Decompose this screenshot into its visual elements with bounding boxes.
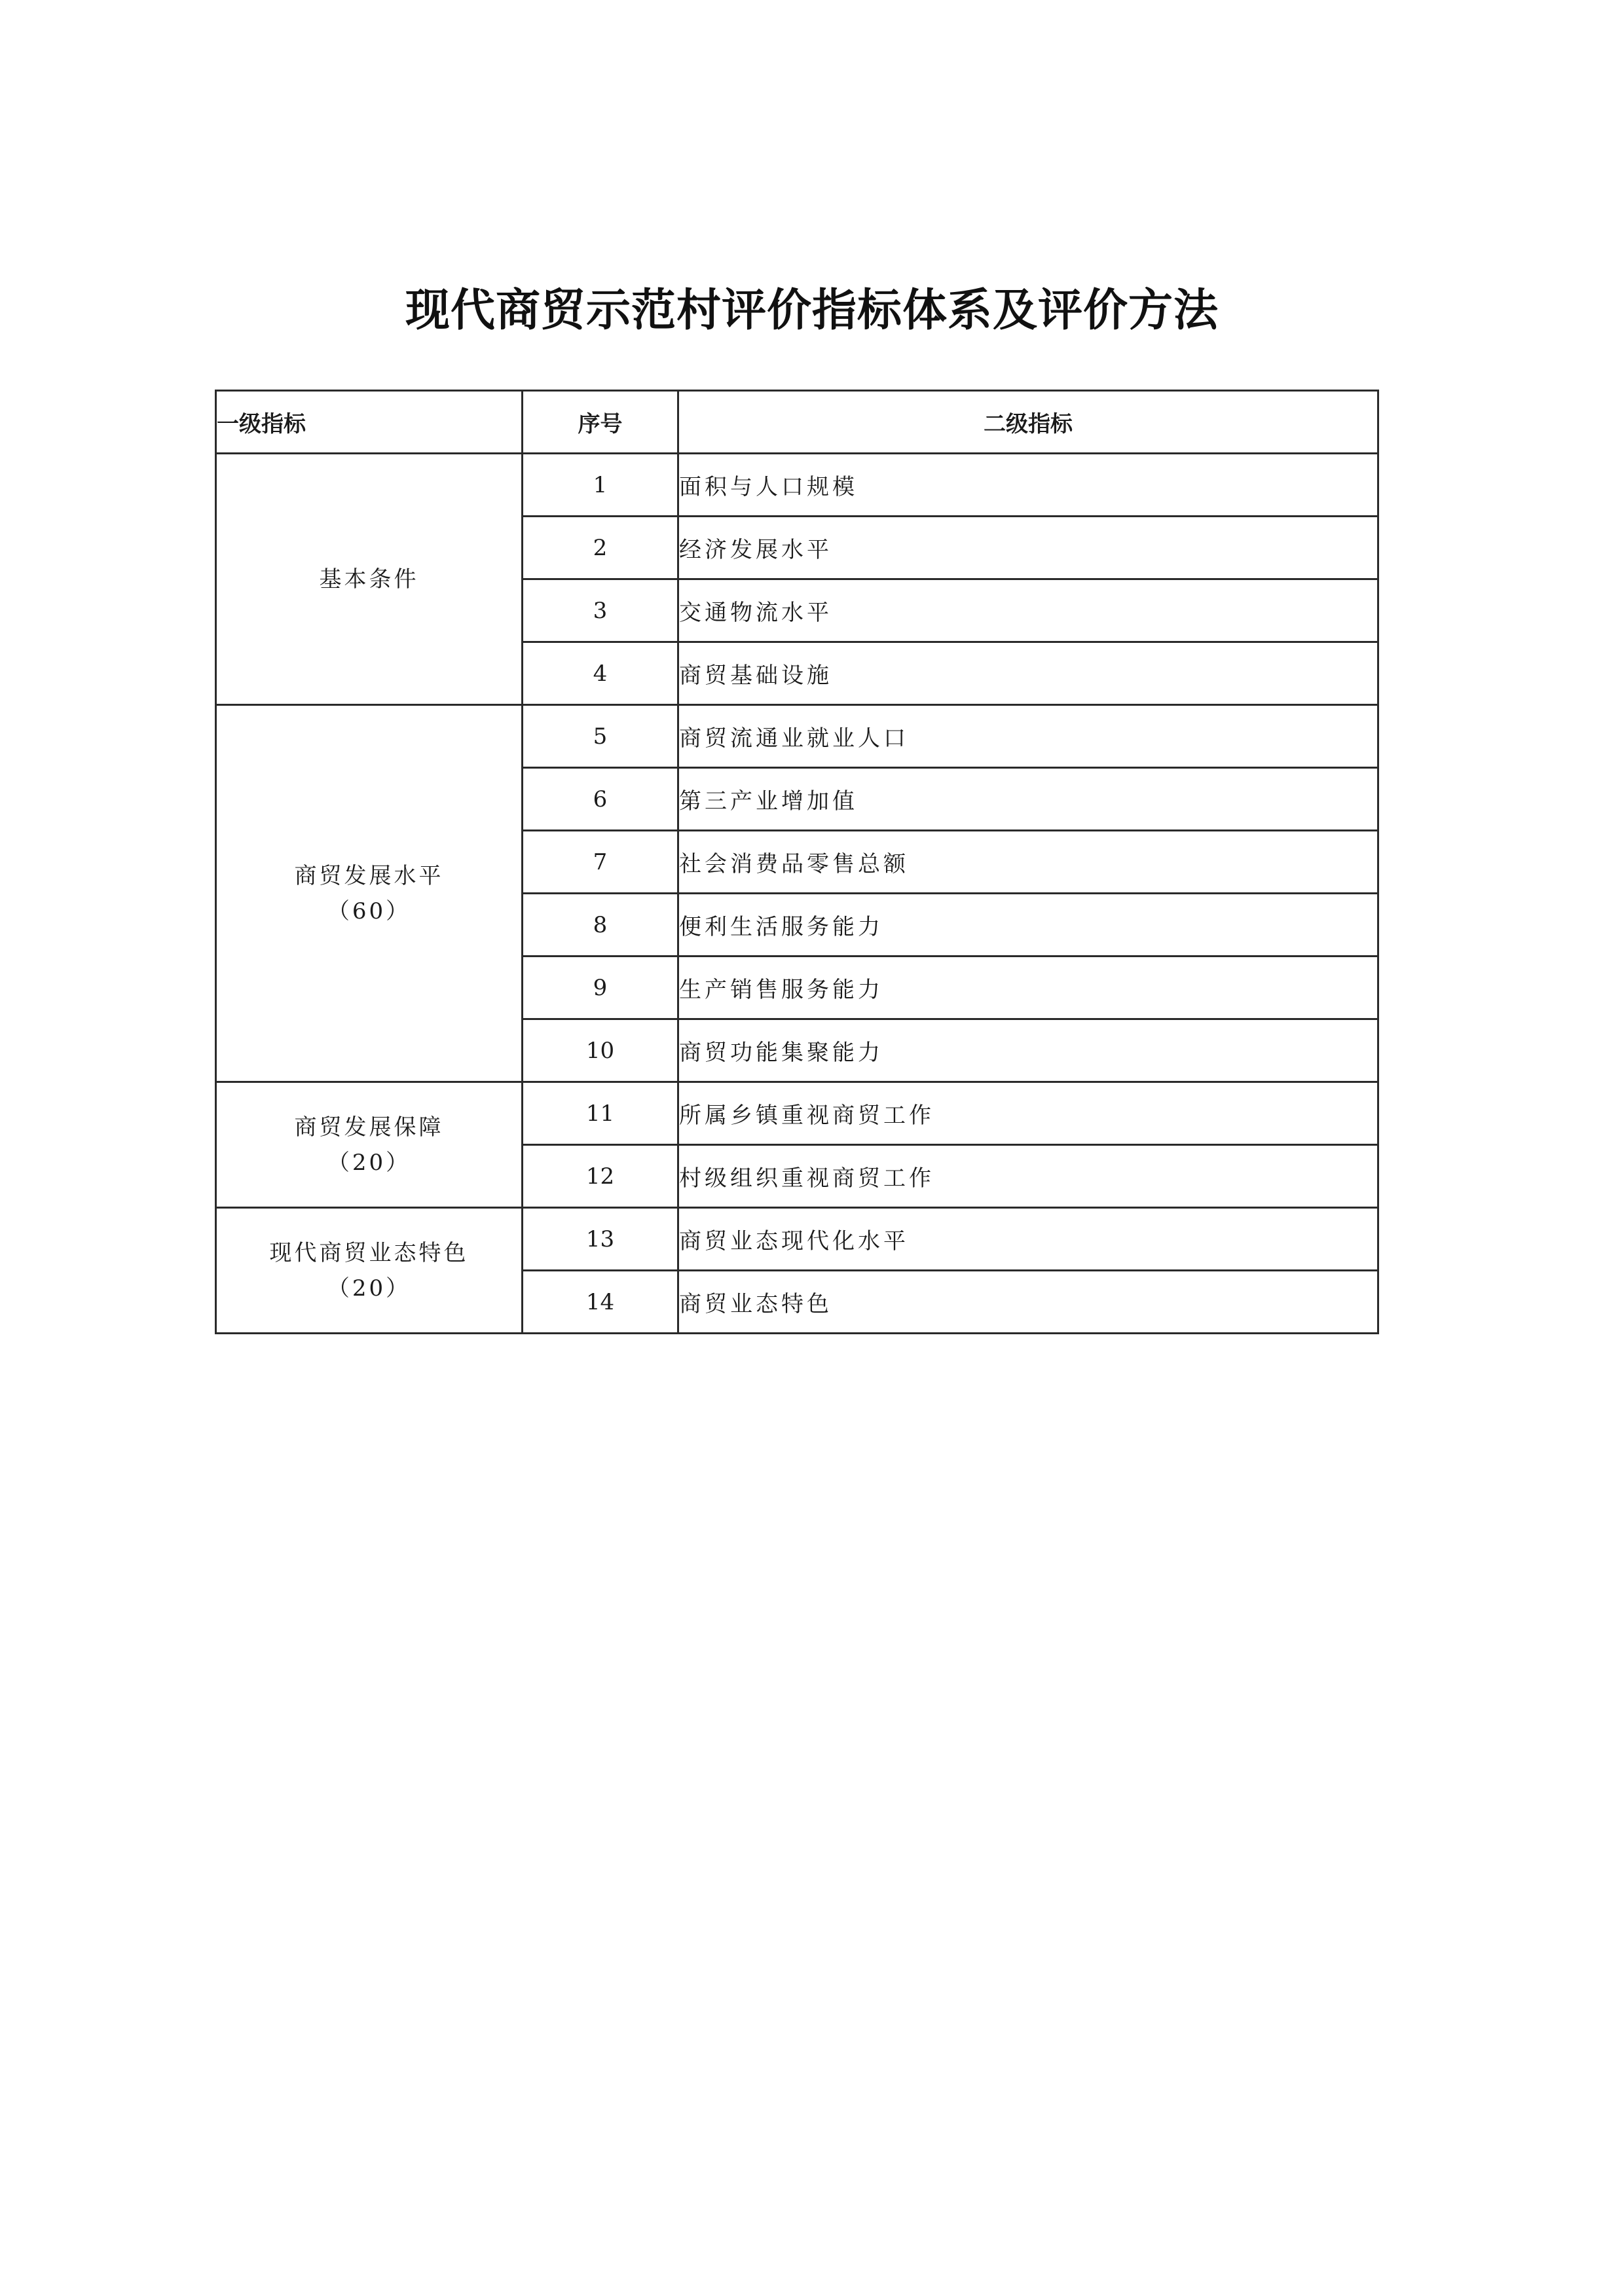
indicator-cell: 商贸业态特色 bbox=[678, 1271, 1378, 1334]
seq-cell: 2 bbox=[523, 517, 678, 579]
indicator-cell: 商贸基础设施 bbox=[678, 642, 1378, 705]
page-title: 现代商贸示范村评价指标体系及评价方法 bbox=[405, 285, 1219, 337]
table-row bbox=[216, 705, 1378, 768]
indicator-cell: 交通物流水平 bbox=[678, 579, 1378, 642]
group-name: 现代商贸业态特色 bbox=[269, 1239, 469, 1266]
seq-cell: 7 bbox=[523, 831, 678, 894]
seq-cell: 10 bbox=[523, 1019, 678, 1082]
group-score: （60） bbox=[327, 898, 411, 924]
seq-cell: 13 bbox=[523, 1208, 678, 1271]
table-row bbox=[216, 1082, 1378, 1145]
seq-cell: 9 bbox=[523, 957, 678, 1019]
group-cell-development bbox=[216, 705, 523, 1082]
group-name: 基本条件 bbox=[319, 566, 419, 592]
seq-cell: 8 bbox=[523, 894, 678, 957]
seq-cell: 3 bbox=[523, 579, 678, 642]
indicator-cell: 商贸流通业就业人口 bbox=[678, 705, 1378, 768]
indicator-cell: 所属乡镇重视商贸工作 bbox=[678, 1082, 1378, 1145]
seq-cell: 4 bbox=[523, 642, 678, 705]
indicator-cell: 生产销售服务能力 bbox=[678, 957, 1378, 1019]
seq-cell: 14 bbox=[523, 1271, 678, 1334]
indicator-cell: 便利生活服务能力 bbox=[678, 894, 1378, 957]
header-level1: 一级指标 bbox=[216, 391, 523, 454]
group-name: 商贸发展保障 bbox=[294, 1114, 444, 1140]
indicator-cell: 商贸业态现代化水平 bbox=[678, 1208, 1378, 1271]
indicator-table bbox=[215, 390, 1379, 1334]
group-score: （20） bbox=[327, 1275, 411, 1302]
group-cell-guarantee bbox=[216, 1082, 523, 1208]
seq-cell: 6 bbox=[523, 768, 678, 831]
group-score: （20） bbox=[327, 1149, 411, 1176]
table-header-row bbox=[216, 391, 1378, 454]
group-cell-basic bbox=[216, 454, 523, 705]
header-level2: 二级指标 bbox=[678, 391, 1378, 454]
seq-cell: 12 bbox=[523, 1145, 678, 1208]
indicator-cell: 面积与人口规模 bbox=[678, 454, 1378, 517]
indicator-cell: 经济发展水平 bbox=[678, 517, 1378, 579]
indicator-cell: 第三产业增加值 bbox=[678, 768, 1378, 831]
seq-cell: 1 bbox=[523, 454, 678, 517]
table-row bbox=[216, 1208, 1378, 1271]
seq-cell: 11 bbox=[523, 1082, 678, 1145]
indicator-cell: 社会消费品零售总额 bbox=[678, 831, 1378, 894]
table-row bbox=[216, 454, 1378, 517]
header-seq: 序号 bbox=[523, 391, 678, 454]
indicator-cell: 村级组织重视商贸工作 bbox=[678, 1145, 1378, 1208]
seq-cell: 5 bbox=[523, 705, 678, 768]
group-cell-features bbox=[216, 1208, 523, 1334]
group-name: 商贸发展水平 bbox=[294, 862, 444, 889]
indicator-cell: 商贸功能集聚能力 bbox=[678, 1019, 1378, 1082]
